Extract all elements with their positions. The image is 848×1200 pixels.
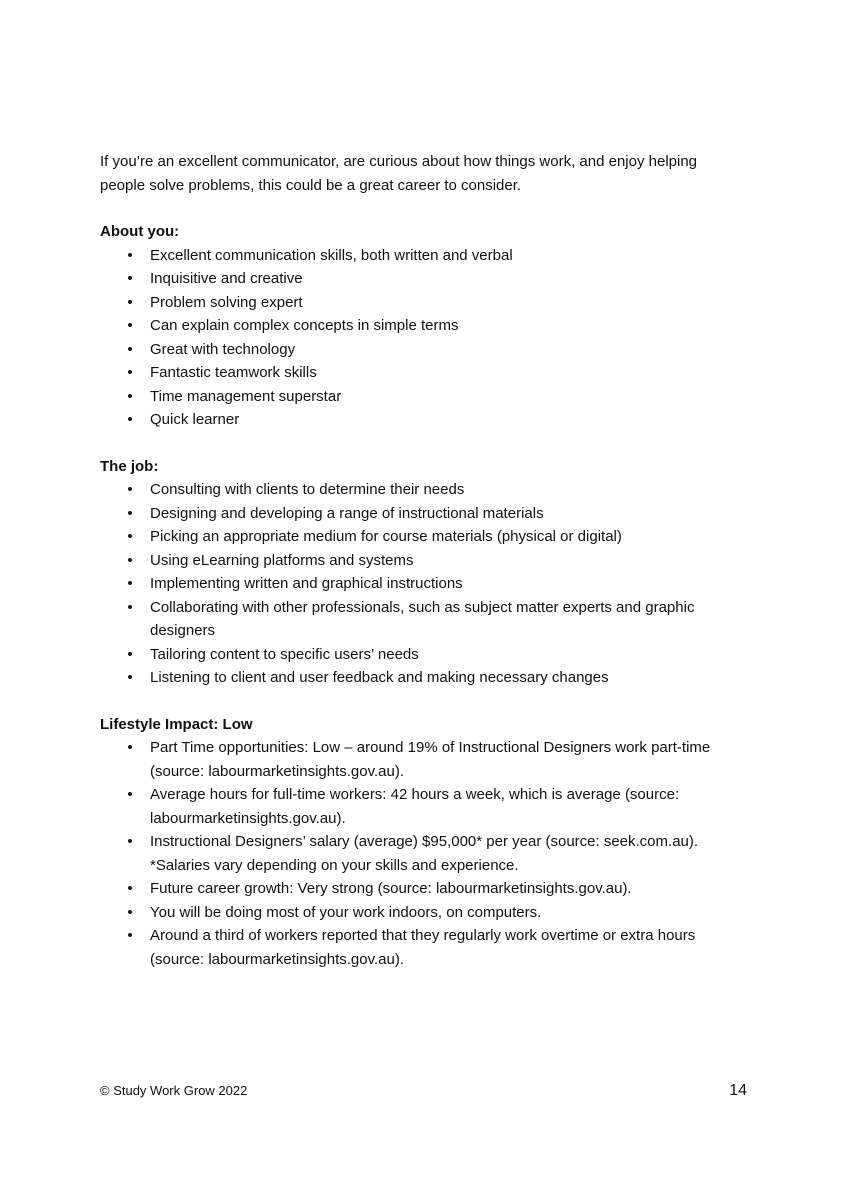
list-item-text: Designing and developing a range of instructional materials — [150, 504, 544, 522]
the-job-heading: The job: — [100, 457, 159, 475]
list-item — [100, 901, 740, 925]
bullet-icon: • — [127, 739, 133, 756]
list-item — [100, 549, 740, 573]
list-item — [100, 877, 740, 901]
bullet-icon: • — [127, 669, 133, 686]
list-item-text: Instructional Designers’ salary (average) $95,000* per year (source: seek.com.au). *Salaries vary depending on your skills and experience. — [150, 833, 699, 874]
about-you-section — [100, 220, 740, 432]
list-item-text: Tailoring content to specific users’ needs — [150, 645, 419, 663]
bullet-icon: • — [127, 504, 133, 522]
list-item — [100, 924, 740, 971]
list-item — [100, 267, 740, 291]
lifestyle-impact-heading: Lifestyle Impact: Low — [100, 715, 253, 733]
list-item — [100, 244, 740, 268]
bullet-icon: • — [127, 481, 133, 498]
list-item — [100, 385, 740, 409]
list-item — [100, 291, 740, 315]
list-item — [100, 830, 740, 877]
bullet-icon: • — [127, 927, 133, 944]
list-item — [100, 736, 740, 783]
list-item-text: Average hours for full-time workers: 42 hours a week, which is average (source: labourmarketinsights.gov.au). — [150, 786, 680, 827]
list-item-text: Great with technology — [150, 340, 296, 358]
list-item — [100, 525, 740, 549]
list-item-text: Part Time opportunities: Low – around 19% of Instructional Designers work part-time (source: labourmarketinsights.gov.au). — [150, 739, 711, 780]
bullet-icon: • — [127, 598, 133, 616]
bullet-icon: • — [127, 317, 133, 334]
list-item — [100, 643, 740, 667]
list-item — [100, 596, 740, 643]
list-item — [100, 572, 740, 596]
bullet-icon: • — [127, 387, 133, 405]
list-item-text: Using eLearning platforms and systems — [150, 551, 414, 569]
list-item-text: Problem solving expert — [150, 293, 303, 311]
lifestyle-impact-list — [100, 736, 740, 971]
the-job-list — [100, 478, 740, 690]
bullet-icon: • — [127, 246, 133, 264]
page-number: 14 — [729, 1082, 747, 1099]
footer-copyright: © Study Work Grow 2022 — [100, 1083, 248, 1098]
bullet-icon: • — [127, 833, 133, 850]
list-item-text: Excellent communication skills, both written and verbal — [150, 246, 513, 264]
list-item-text: Future career growth: Very strong (source: labourmarketinsights.gov.au). — [150, 880, 632, 897]
list-item — [100, 502, 740, 526]
intro-paragraph: If you’re an excellent communicator, are curious about how things work, and enjoy helping people solve problems, this could be a great career to consider. — [100, 153, 698, 194]
bullet-icon: • — [127, 340, 133, 358]
list-item-text: Consulting with clients to determine their needs — [150, 481, 465, 498]
bullet-icon: • — [127, 645, 133, 663]
lifestyle-impact-section — [100, 713, 740, 972]
about-you-heading: About you: — [100, 223, 180, 240]
list-item-text: Can explain complex concepts in simple terms — [150, 317, 459, 334]
list-item-text: Quick learner — [150, 411, 240, 428]
list-item-text: Implementing written and graphical instructions — [150, 575, 463, 592]
bullet-icon: • — [127, 411, 133, 428]
list-item — [100, 783, 740, 830]
list-item-text: Inquisitive and creative — [150, 270, 303, 287]
list-item — [100, 314, 740, 338]
list-item-text: You will be doing most of your work indoors, on computers. — [150, 903, 542, 921]
list-item — [100, 478, 740, 502]
bullet-icon: • — [127, 551, 133, 569]
list-item — [100, 408, 740, 432]
the-job-section — [100, 455, 740, 690]
list-item — [100, 338, 740, 362]
list-item-text: Around a third of workers reported that they regularly work overtime or extra hours (source: labourmarketinsights.gov.au). — [150, 927, 696, 968]
list-item-text: Collaborating with other professionals, such as subject matter experts and graphic designers — [150, 598, 695, 639]
about-you-list — [100, 244, 740, 432]
list-item-text: Fantastic teamwork skills — [150, 364, 317, 381]
list-item — [100, 666, 740, 690]
bullet-icon: • — [127, 575, 133, 592]
bullet-icon: • — [127, 270, 133, 287]
bullet-icon: • — [127, 786, 133, 803]
bullet-icon: • — [127, 528, 133, 545]
bullet-icon: • — [127, 293, 133, 311]
list-item-text: Picking an appropriate medium for course materials (physical or digital) — [150, 528, 622, 545]
bullet-icon: • — [127, 880, 133, 897]
list-item-text: Time management superstar — [150, 387, 342, 405]
list-item — [100, 361, 740, 385]
bullet-icon: • — [127, 364, 133, 381]
page-content — [100, 150, 740, 971]
list-item-text: Listening to client and user feedback and making necessary changes — [150, 669, 609, 686]
bullet-icon: • — [127, 903, 133, 921]
